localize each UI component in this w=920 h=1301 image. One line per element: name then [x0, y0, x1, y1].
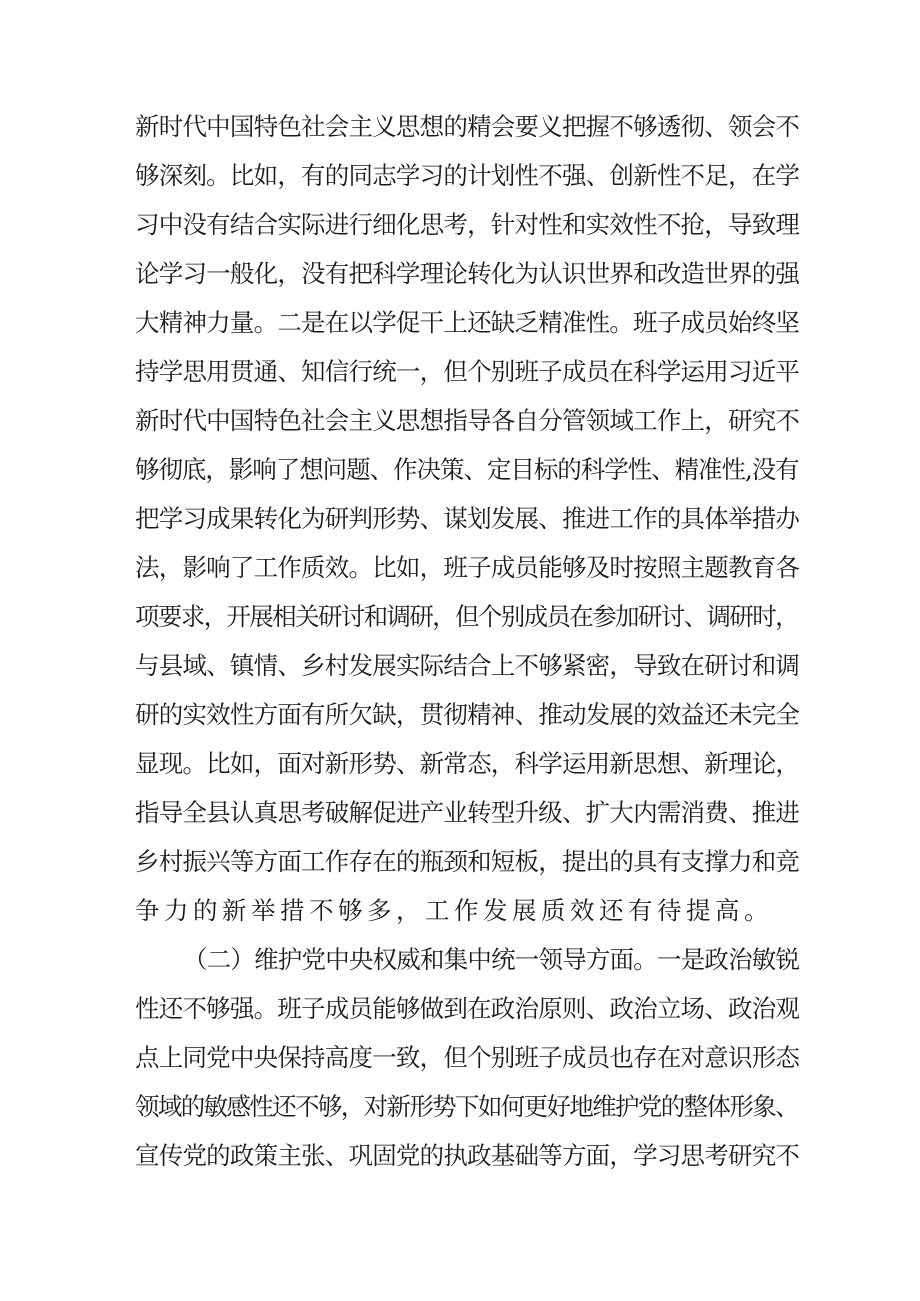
text-line: 乡村振兴等方面工作存在的瓶颈和短板，提出的具有支撑力和竞: [135, 847, 800, 876]
text-line: 指导全县认真思考破解促进产业转型升级、扩大内需消费、推进: [135, 798, 800, 827]
text-line: 习中没有结合实际进行细化思考，针对性和实效性不抢，导致理: [135, 210, 800, 239]
text-line: 领域的敏感性还不够，对新形势下如何更好地维护党的整体形象、: [135, 1092, 798, 1121]
text-line: 够深刻。比如，有的同志学习的计划性不强、创新性不足，在学: [135, 161, 800, 190]
text-line: 显现。比如，面对新形势、新常态，科学运用新思想、新理论，: [135, 749, 800, 778]
text-line: 宣传党的政策主张、巩固党的执政基础等方面，学习思考研究不: [135, 1141, 800, 1170]
text-line: 新时代中国特色社会主义思想指导各自分管领域工作上，研究不: [135, 406, 800, 435]
text-line: 研的实效性方面有所欠缺，贯彻精神、推动发展的效益还未完全: [135, 700, 800, 729]
text-line: 够彻底，影响了想问题、作决策、定目标的科学性、精准性,没有: [135, 455, 799, 484]
text-line: 性还不够强。班子成员能够做到在政治原则、政治立场、政治观: [135, 994, 800, 1023]
text-line: 法，影响了工作质效。比如，班子成员能够及时按照主题教育各: [135, 553, 800, 582]
text-line: 与县域、镇情、乡村发展实际结合上不够紧密，导致在研讨和调: [135, 651, 800, 680]
text-line: 大精神力量。二是在以学促干上还缺乏精准性。班子成员始终坚: [135, 308, 800, 337]
text-line: 把学习成果转化为研判形势、谋划发展、推进工作的具体举措办: [135, 504, 800, 533]
text-line: 争力的新举措不够多，工作发展质效还有待提高。: [135, 896, 773, 925]
section-heading-line: （二）维护党中央权威和集中统一领导方面。一是政治敏锐: [183, 945, 800, 974]
text-line: 点上同党中央保持高度一致，但个别班子成员也存在对意识形态: [135, 1043, 800, 1072]
text-line: 新时代中国特色社会主义思想的精会要义把握不够透彻、领会不: [135, 112, 800, 141]
text-line: 论学习一般化，没有把科学理论转化为认识世界和改造世界的强: [135, 259, 800, 288]
text-line: 项要求，开展相关研讨和调研，但个别成员在参加研讨、调研时，: [135, 602, 798, 631]
text-line: 持学思用贯通、知信行统一，但个别班子成员在科学运用习近平: [135, 357, 800, 386]
